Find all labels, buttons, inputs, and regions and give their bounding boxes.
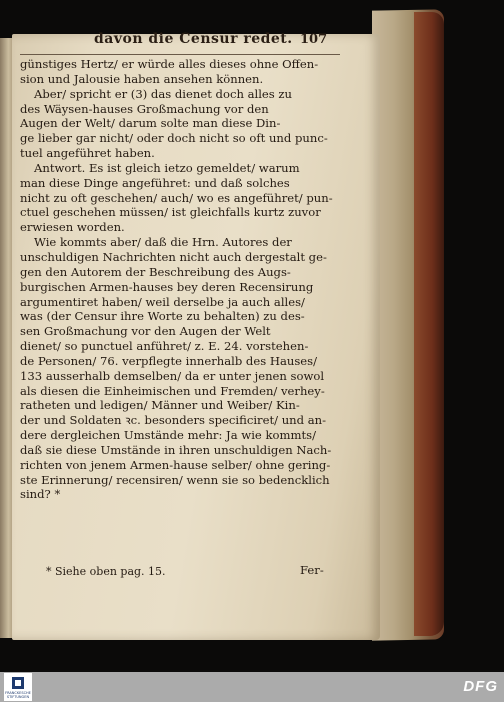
text-line: man diese Dinge angeführet: und daß solches <box>20 175 290 190</box>
logo-text-line1: FRANCKESCHE <box>5 691 31 695</box>
text-line: dienet/ so punctuel anführet/ z. E. 24. vorstehen- <box>20 339 309 354</box>
text-line: der und Soldaten ꝛc. besonders specificiret/ und an- <box>20 413 327 428</box>
text-line: Wie kommts aber/ daß die Hrn. Autores der <box>34 235 292 250</box>
text-line: ste Erinnerung/ recensiren/ wenn sie so bedencklich <box>20 472 330 487</box>
catchword: Fer- <box>300 563 324 577</box>
text-line: ge lieber gar nicht/ oder doch nicht so oft und punc- <box>20 131 328 146</box>
text-line: ctuel geschehen müssen/ ist gleichfalls kurtz zuvor <box>20 205 321 220</box>
text-line: Aber/ spricht er (3) das dienet doch alles zu <box>34 86 292 101</box>
viewer-footer-bar <box>0 672 504 702</box>
text-line: günstiges Hertz/ er würde alles dieses ohne Offen- <box>20 57 319 71</box>
text-line: daß sie diese Umstände in ihren unschuldigen Nach- <box>20 442 332 457</box>
text-line: was (der Censur ihre Worte zu behalten) zu des- <box>20 309 305 324</box>
dfg-logo[interactable]: DFG <box>463 678 498 695</box>
logo-text-line2: STIFTUNGEN <box>6 695 30 699</box>
text-line: sion und Jalousie haben ansehen können. <box>20 71 264 86</box>
text-line: 133 ausserhalb demselben/ da er unter jenen sowol <box>20 368 325 383</box>
institution-logo[interactable] <box>4 673 32 701</box>
text-line: als diesen die Einheimischen und Fremden/ verhey- <box>20 383 325 398</box>
running-title: davon die Censur redet. <box>94 31 293 47</box>
text-line: richten von jenem Armen-hause selber/ ohne gering- <box>20 457 331 472</box>
page-header <box>94 31 334 51</box>
text-line: sen Großmachung vor den Augen der Welt <box>20 324 271 339</box>
text-line: nicht zu oft geschehen/ auch/ wo es angeführet/ pun- <box>20 190 333 205</box>
text-line: burgischen Armen-hauses bey deren Recensirung <box>20 279 314 294</box>
text-line: des Wäysen-hauses Großmachung vor den <box>20 101 269 116</box>
text-line: erwiesen worden. <box>20 220 125 235</box>
text-line: de Personen/ 76. verpflegte innerhalb des Hauses/ <box>20 353 317 368</box>
page-number: 107 <box>300 32 328 47</box>
footnote: * Siehe oben pag. 15. <box>46 565 166 578</box>
header-rule <box>20 54 340 55</box>
text-line: Antwort. Es ist gleich ietzo gemeldet/ warum <box>34 160 300 175</box>
text-line: gen den Autorem der Beschreibung des Augs- <box>20 264 291 279</box>
text-line: sind? * <box>20 487 61 502</box>
text-line: argumentiret haben/ weil derselbe ja auch alles/ <box>20 294 305 309</box>
text-line: tuel angeführet haben. <box>20 146 155 161</box>
text-line: unschuldigen Nachrichten nicht auch dergestalt ge- <box>20 249 327 264</box>
text-line: Augen der Welt/ darum solte man diese Din- <box>20 116 281 131</box>
book-cover-edge <box>414 12 444 636</box>
page-text <box>20 57 342 502</box>
text-line: dere dergleichen Umstände mehr: Ja wie kommts/ <box>20 428 316 443</box>
logo-mark-icon <box>12 677 24 689</box>
text-line: ratheten und ledigen/ Männer und Weiber/ Kin- <box>20 398 300 413</box>
